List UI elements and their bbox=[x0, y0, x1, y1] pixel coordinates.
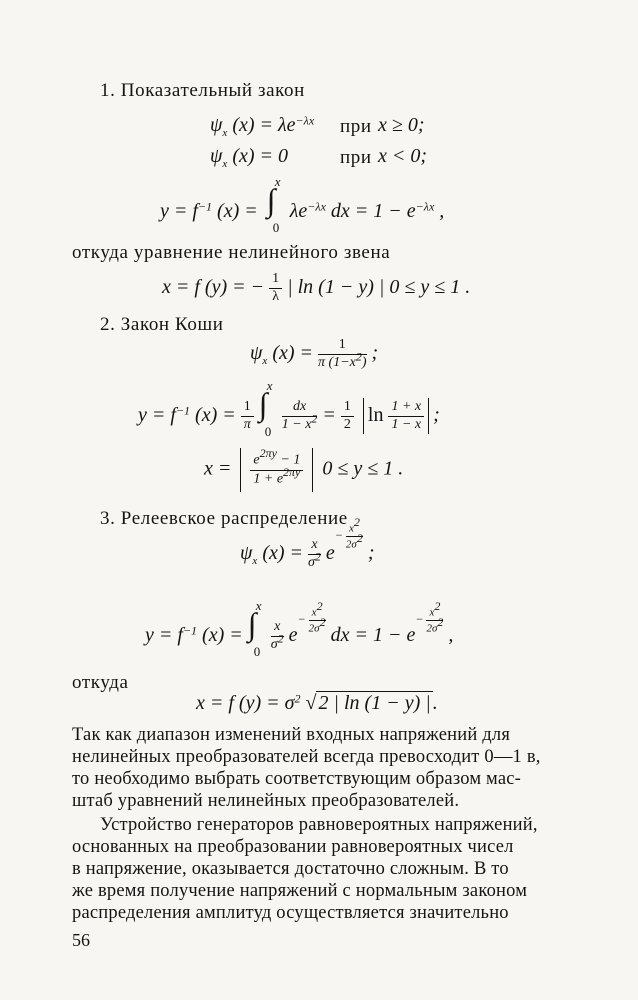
condition-1: x ≥ 0; bbox=[378, 114, 425, 136]
formula-rayleigh-inverse: $y = f^{-1}$ (x) = ∫ x 0 $\frac{x}{\sigma^2}$ $e^{- \frac{x^2}{2\sigma^2}}$ dx = $1 - e^{- \frac{x^2}{2\sigma^2}}$ , bbox=[145, 598, 454, 659]
section-2-heading: 2. Закон Коши bbox=[100, 314, 224, 335]
condition-2: x < 0; bbox=[378, 145, 428, 167]
p2-line-5: распределения амплитуд осуществляется значительно bbox=[72, 903, 509, 923]
when-label-1: при bbox=[340, 116, 372, 137]
p2-line-1: Устройство генераторов равновероятных напряжений, bbox=[100, 815, 538, 835]
formula-rayleigh-nonlinear: x = f $(y) = \sigma^2$ √ 2 | ln (1 − y) | . bbox=[196, 691, 438, 714]
formula-cauchy-inverse: $y = f^{-1}$ (x) = $\frac{1}{\pi}$ ∫ x 0 $\frac{dx}{1 - x^2}$ = $\frac{1}{2}$ ln $\frac{1 + x}{1 - x}$ ; bbox=[138, 378, 440, 439]
section-1-heading: 1. Показательный закон bbox=[100, 80, 305, 101]
p1-line-2: нелинейных преобразователей всегда превосходит 0—1 в, bbox=[72, 747, 541, 767]
formula-exp-nonlinear: x = f (y) = − $\frac{1}{\lambda}$ | ln (1 − y) | 0 ≤ y ≤ 1 . bbox=[162, 271, 471, 304]
formula-exp-pdf-positive: $\psi_x$ $(x) = \lambda e^{-\lambda x}$ bbox=[210, 113, 315, 139]
formula-cauchy-pdf: $\psi_x$ (x) = $\frac{1}{\pi (1-x^2)}$ ; bbox=[250, 337, 379, 370]
formula-exp-pdf-negative: $\psi_x$ (x) = 0 bbox=[210, 145, 289, 170]
formula-exp-inverse: $y = f^{-1}$ (x) = ∫ x 0 $\lambda e^{-\lambda x}$ dx = $1 - e^{-\lambda x}$ , bbox=[160, 174, 445, 235]
p1-line-4: штаб уравнений нелинейных преобразователей. bbox=[72, 791, 460, 811]
p2-line-2: основанных на преобразовании равновероятных чисел bbox=[72, 837, 514, 857]
p2-line-3: в напряжение, оказывается достаточно сложным. В то bbox=[72, 859, 509, 879]
page-number: 56 bbox=[72, 930, 90, 950]
when-label-2: при bbox=[340, 147, 372, 168]
paragraph-1 bbox=[72, 724, 572, 812]
paragraph-2 bbox=[72, 814, 572, 924]
whence-text-2: откуда bbox=[72, 672, 129, 693]
p1-line-3: то необходимо выбрать соответствующим образом мас- bbox=[72, 769, 522, 789]
formula-cauchy-nonlinear: x = $\frac{e^{2\pi y} - 1}{1 + e^{2\pi y}}$ 0 ≤ y ≤ 1 . bbox=[204, 448, 403, 492]
p1-line-1: Так как диапазон изменений входных напряжений для bbox=[72, 725, 511, 745]
p2-line-4: же время получение напряжений с нормальным законом bbox=[72, 881, 528, 901]
whence-text-1: откуда уравнение нелинейного звена bbox=[72, 242, 391, 263]
section-3-heading: 3. Релеевское распределение bbox=[100, 508, 348, 529]
formula-rayleigh-pdf: $\psi_x$ (x) = $\frac{x}{\sigma^2}$ $e^{- \frac{x^2}{2\sigma^2}}$ ; bbox=[240, 514, 375, 570]
